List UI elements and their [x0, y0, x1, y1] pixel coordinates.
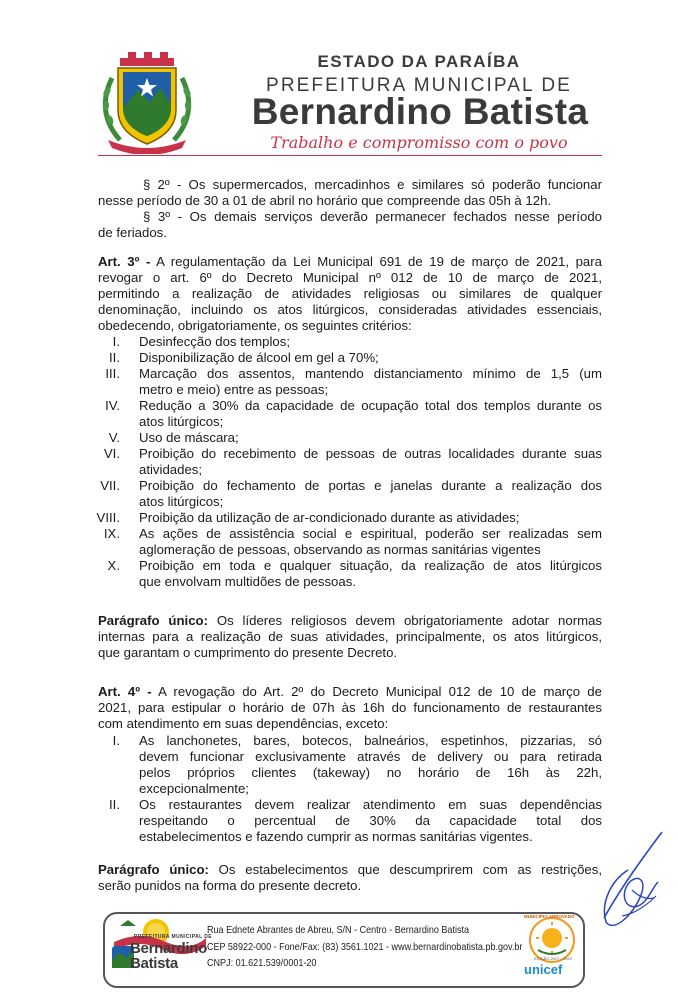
art4-line: [98, 684, 602, 700]
art3-line: denominação, incluindo os atos litúrgicos, consideradas atividades essenciais,: [98, 302, 602, 317]
list-item-text: respeitando o percentual de 30% da capacidade total dos: [139, 813, 602, 828]
list-item-text: metro e meio) entre as pessoas;: [139, 382, 329, 397]
list-item-number: II.: [109, 350, 120, 365]
list-item-number: X.: [107, 558, 120, 573]
paragraph-2-line: § 2º - Os supermercados, mercadinhos e similares só poderão funcionar: [143, 177, 602, 192]
list-item-text: Disponibilização de álcool em gel a 70%;: [139, 350, 379, 365]
header-prefeitura: PREFEITURA MUNICIPAL DE: [266, 75, 572, 96]
header-state: ESTADO DA PARAÍBA: [317, 52, 521, 71]
list-item-text: pelos próprios clientes (takeway) no horário de 16h às 22h,: [139, 765, 602, 780]
single-paragraph-text: Os estabelecimentos que descumprirem com as restrições,: [208, 862, 602, 877]
art4-label: Art. 4º -: [98, 684, 152, 699]
list-item-text: aglomeração de pessoas, observando as normas sanitárias vigentes: [139, 542, 541, 557]
single-paragraph-label: Parágrafo único:: [98, 613, 208, 628]
art4-line: com atendimento em suas dependências, exceto:: [98, 716, 389, 731]
list-item-text: excepcionalmente;: [139, 781, 249, 796]
list-item-text: Marcação dos assentos, mantendo distanciamento mínimo de 1,5 (um: [139, 366, 602, 381]
list-item-text: atos litúrgicos;: [139, 494, 224, 509]
single-paragraph-line: serão punidos na forma do presente decreto.: [98, 878, 362, 893]
list-item-text: atividades;: [139, 462, 203, 477]
list-item-number: IX.: [103, 526, 120, 541]
footer-contact: CEP 58922-000 - Fone/Fax: (83) 3561.1021 - www.bernardinobatista.pb.gov.br: [207, 941, 523, 953]
coat-of-arms-icon: [98, 48, 196, 154]
list-item-text: atos litúrgicos;: [139, 414, 224, 429]
paragraph-3-line: § 3º - Os demais serviços deverão permanecer fechados nesse período: [143, 209, 602, 224]
list-item-number: II.: [109, 797, 120, 812]
single-paragraph-line: [98, 862, 602, 878]
footer-address: Rua Ednete Abrantes de Abreu, S/N - Centro - Bernardino Batista: [207, 924, 470, 936]
art3-line: revogar o art. 6º do Decreto Municipal nº 012 de 10 de março de 2021,: [98, 270, 602, 285]
handwritten-signature-icon: [592, 826, 672, 938]
list-item-text: Proibição da utilização de ar-condicionado durante as atividades;: [139, 510, 520, 525]
art3-line: obedecendo, obrigatoriamente, os seguintes critérios:: [98, 318, 412, 333]
list-item-text: Proibição do fechamento de portas e janelas durante a realização dos: [139, 478, 602, 493]
paragraph-2-line: nesse período de 30 a 01 de abril no horário que compreende das 05h à 12h.: [98, 193, 552, 208]
list-item-number: VII.: [100, 478, 120, 493]
list-item-text: Redução a 30% da capacidade de ocupação total dos templos durante os: [139, 398, 602, 413]
paragraph-3-line: de feriados.: [98, 225, 167, 240]
list-item-number: VIII.: [96, 510, 120, 525]
footer-seal-subtext: EDIÇÃO 2017 - 2020: [534, 956, 572, 961]
footer-logo-name2: Batista: [130, 955, 178, 972]
list-item-text: devem funcionar exclusivamente através de delivery ou para retirada: [139, 749, 602, 764]
art4-line: 2021, para estipular o horário de 07h às 16h do funcionamento de restaurantes: [98, 700, 602, 715]
list-item-text: Os restaurantes devem realizar atendimento em suas dependências: [139, 797, 602, 812]
footer-unicef-label: unicef: [524, 962, 563, 977]
list-item-number: III.: [105, 366, 120, 381]
list-item-text: Proibição em toda e qualquer situação, da realização de atos litúrgicos: [139, 558, 602, 573]
list-item-text: Desinfecção dos templos;: [139, 334, 290, 349]
single-paragraph-text: Os líderes religiosos devem obrigatoriamente adotar normas: [207, 613, 602, 628]
single-paragraph-line: que garantam o cumprimento do presente Decreto.: [98, 645, 398, 660]
list-item-text: Uso de máscara;: [139, 430, 239, 445]
list-item-number: IV.: [105, 398, 120, 413]
header-city-name: Bernardino Batista: [251, 91, 589, 132]
single-paragraph-line: [98, 613, 602, 629]
list-item-text: Proibição do recebimento de pessoas de outras localidades durante suas: [139, 446, 602, 461]
list-item-number: I.: [112, 733, 120, 748]
list-item-number: V.: [108, 430, 120, 445]
list-item-text: estabelecimentos e fazendo cumprir as normas sanitárias vigentes.: [139, 829, 533, 844]
footer-cnpj: CNPJ: 01.621.539/0001-20: [207, 957, 317, 969]
footer-logo-caption: PREFEITURA MUNICIPAL DE: [134, 934, 212, 940]
art3-text: A regulamentação da Lei Municipal 691 de 19 de março de 2021, para: [150, 254, 602, 269]
art3-label: Art. 3º -: [98, 254, 151, 269]
footer-seal-text: MUNICÍPIO APROVADO: [524, 914, 575, 919]
list-item-text: As lanchonetes, bares, botecos, balneários, espetinhos, pizzarias, só: [139, 733, 602, 748]
list-item-number: I.: [112, 334, 120, 349]
list-item-number: VI.: [103, 446, 120, 461]
list-item-text: As ações de assistência social e espiritual, poderão ser realizadas sem: [139, 526, 602, 541]
art3-line: permitindo a realização de atividades religiosas ou similares de qualquer: [98, 286, 602, 301]
art3-line: [98, 254, 602, 270]
list-item-text: que envolvam multidões de pessoas.: [139, 574, 356, 589]
header-divider: [98, 155, 602, 156]
header-slogan: Trabalho e compromisso com o povo: [270, 133, 568, 152]
single-paragraph-label: Parágrafo único:: [98, 862, 209, 877]
single-paragraph-line: internas para a realização de suas atividades, principalmente, os atos litúrgicos,: [98, 629, 602, 644]
footer-logo-name1: Bernardino: [130, 940, 208, 957]
art4-text: A revogação do Art. 2º do Decreto Municipal 012 de 10 de março de: [151, 684, 602, 699]
